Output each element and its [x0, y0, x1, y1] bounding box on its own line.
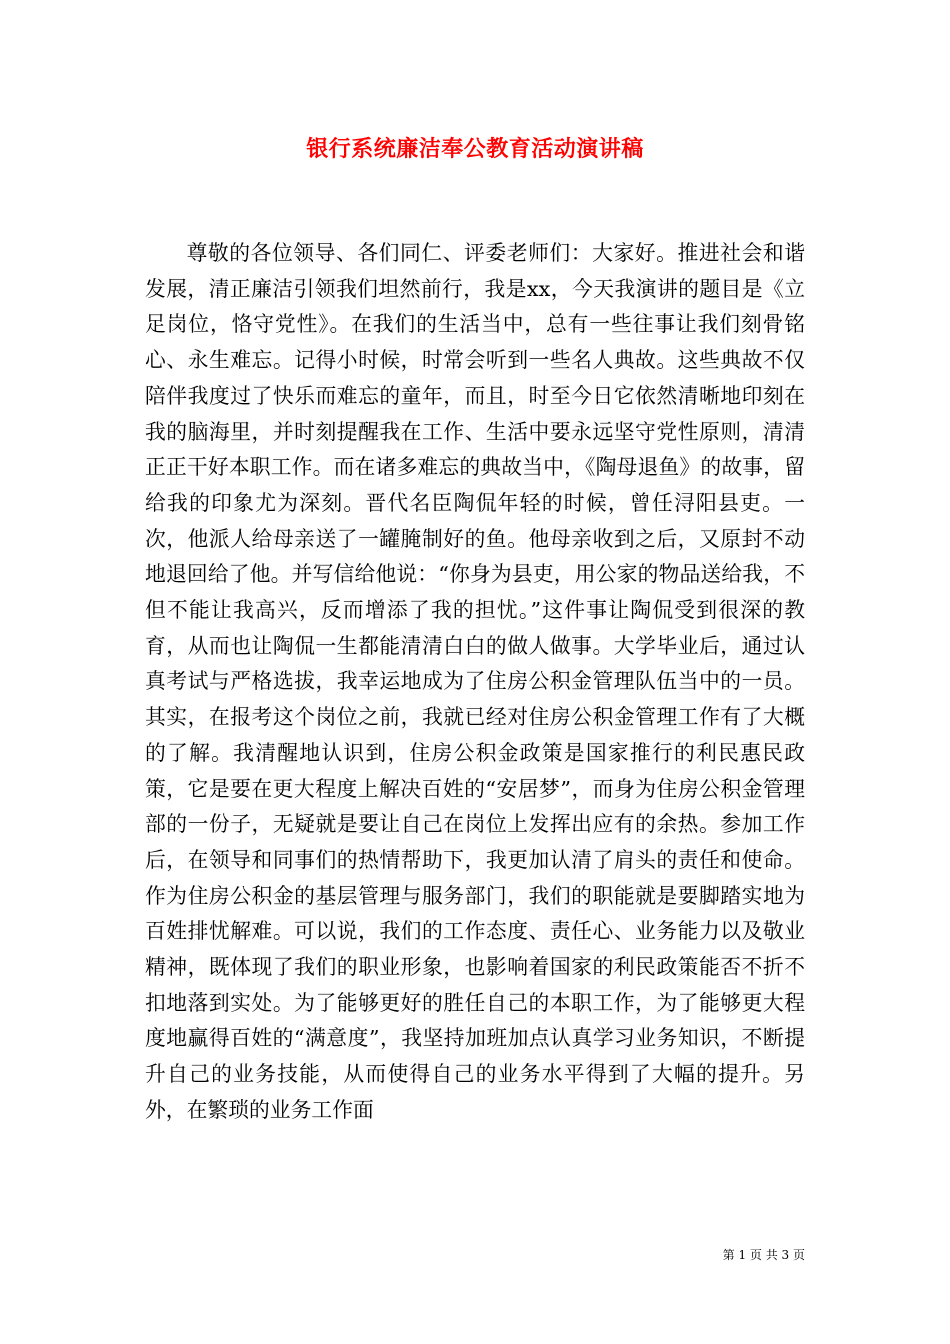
page-number-footer: 第 1 页 共 3 页 [722, 1248, 805, 1262]
body-paragraph: 尊敬的各位领导、各们同仁、评委老师们：大家好。推进社会和谐发展，清正廉洁引领我们坦然前行，我是xx，今天我演讲的题目是《立足岗位，恪守党性》。在我们的生活当中，总有一些往事让我们刻骨铭心、永生难忘。记得小时候，时常会听到一些名人典故。这些典故不仅陪伴我度过了快乐而难忘的童年，而且，时至今日它依然清晰地印刻在我的脑海里，并时刻提醒我在工作、生活中要永远坚守党性原则，清清正正干好本职工作。而在诸多难忘的典故当中，《陶母退鱼》的故事，留给我的印象尤为深刻。晋代名臣陶侃年轻的时候，曾任浔阳县吏。一次，他派人给母亲送了一罐腌制好的鱼。他母亲收到之后，又原封不动地退回给了他。并写信给他说：“你身为县吏，用公家的物品送给我，不但不能让我高兴，反而增添了我的担忧。”这件事让陶侃受到很深的教育，从而也让陶侃一生都能清清白白的做人做事。大学毕业后，通过认真考试与严格选拔，我幸运地成为了住房公积金管理队伍当中的一员。其实，在报考这个岗位之前，我就已经对住房公积金管理工作有了大概的了解。我清醒地认识到，住房公积金政策是国家推行的利民惠民政策，它是要在更大程度上解决百姓的“安居梦”，而身为住房公积金管理部的一份子，无疑就是要让自己在岗位上发挥出应有的余热。参加工作后，在领导和同事们的热情帮助下，我更加认清了肩头的责任和使命。作为住房公积金的基层管理与服务部门，我们的职能就是要脚踏实地为百姓排忧解难。可以说，我们的工作态度、责任心、业务能力以及敬业精神，既体现了我们的职业形象，也影响着国家的利民政策能否不折不扣地落到实处。为了能够更好的胜任自己的本职工作，为了能够更大程度地赢得百姓的“满意度”，我坚持加班加点认真学习业务知识，不断提升自己的业务技能，从而使得自己的业务水平得到了大幅的提升。另外，在繁琐的业务工作面 [145, 241, 805, 1122]
document-title: 银行系统廉洁奉公教育活动演讲稿 [306, 136, 644, 162]
